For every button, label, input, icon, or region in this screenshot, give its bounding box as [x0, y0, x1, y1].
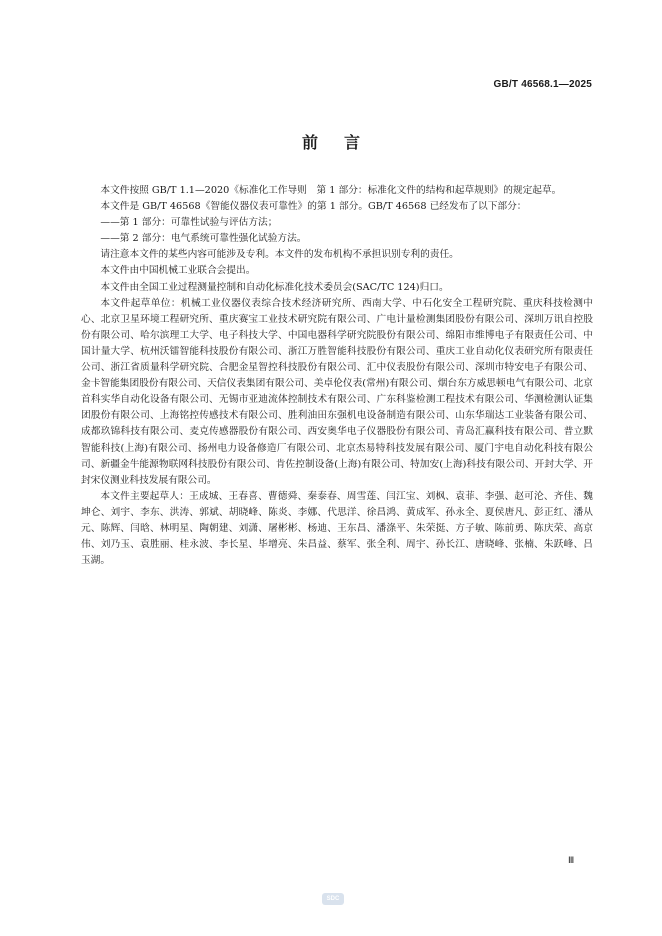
list-item-part-1: ——第 1 部分：可靠性试验与评估方法； — [100, 217, 278, 229]
paragraph-patent-notice: 请注意本文件的某些内容可能涉及专利。本文件的发布机构不承担识别专利的责任。 — [100, 249, 459, 261]
paragraph-proposer: 本文件由中国机械工业联合会提出。 — [100, 265, 256, 277]
paragraph-drafting-rules: 本文件按照 GB/T 1.1—2020《标准化工作导则 第 1 部分：标准化文件的结构和起草规则》的规定起草。 — [100, 185, 562, 196]
standard-number: GB/T 46568.1—2025 — [493, 79, 592, 90]
list-item-part-2: ——第 2 部分：电气系统可靠性强化试验方法。 — [100, 233, 307, 245]
paragraph-drafting-units: 本文件起草单位：机械工业仪器仪表综合技术经济研究所、西南大学、中石化安全工程研究院、重庆科技检测中心、北京卫星环境工程研究所、重庆赛宝工业技术研究院有限公司、广电计量检测集团股份有限公司、深圳万讯自控股份有限公司、哈尔滨理工大学、电子科技大学、中国电器科学研究院股份有限公司、绵阳市维博电子有限责任公司、中国计量大学、杭州沃镭智能科技股份有限公司、浙江万胜智能科技股份有限公司、重庆工业自动化仪表研究所有限责任公司、浙江省质量科学研究院、合肥金星智控科技股份有限公司、汇中仪表股份有限公司、深圳市特安电子有限公司、金卡智能集团股份有限公司、天信仪表集团有限公司、美卓伦仪表(常州)有限公司、烟台东方威思顿电气有限公司、北京首科实华自动化设备有限公司、无锡市亚迪流体控制技术有限公司、广东科鉴检测工程技术有限公司、华测检测认证集团股份有限公司、上海铭控传感技术有限公司、胜利油田东强机电设备制造有限公司、山东华瑞达工业装备有限公司、成都玖锦科技有限公司、麦克传感器股份有限公司、西安奥华电子仪器股份有限公司、青岛汇赢科技有限公司、普立默智能科技(上海)有限公司、扬州电力设备修造厂有限公司、北京杰易特科技发展有限公司、厦门宇电自动化科技有限公司、新疆金牛能源物联网科技股份有限公司、肯佐控制设备(上海)有限公司、特加安(上海)科技有限公司、开封大学、开封宋仪测业科技发展有限公司。 — [81, 297, 593, 486]
page-number: Ⅲ — [568, 855, 575, 865]
document-body — [81, 183, 593, 569]
paragraph-drafters: 本文件主要起草人：王成城、王春喜、曹德舜、秦泰春、周雪莲、闫江宝、刘枫、袁菲、李强、赵可沦、齐佳、魏坤仑、刘宇、李东、洪涛、郭斌、胡晓峰、陈炎、李娜、代思洋、徐昌鸿、黄成军、孙永全、夏侯唐凡、彭正红、潘从元、陈辉、闫晗、林明星、陶朝建、刘潇、屠彬彬、杨迪、王东昌、潘涤平、朱荣挺、方子敏、陈前勇、陈庆荣、高京伟、刘乃玉、袁胜丽、桂永波、李长星、毕增亮、朱昌益、蔡军、张全利、周宇、孙长江、唐晓峰、张楠、朱跃峰、吕玉湖。 — [81, 490, 593, 567]
paragraph-committee: 本文件由全国工业过程测量控制和自动化标准化技术委员会(SAC/TC 124)归口。 — [100, 281, 449, 293]
paragraph-part-intro: 本文件是 GB/T 46568《智能仪器仪表可靠性》的第 1 部分。GB/T 46568 已经发布了以下部分： — [100, 201, 527, 213]
page-title: 前言 — [301, 133, 386, 152]
watermark-logo: SDC — [322, 893, 344, 905]
